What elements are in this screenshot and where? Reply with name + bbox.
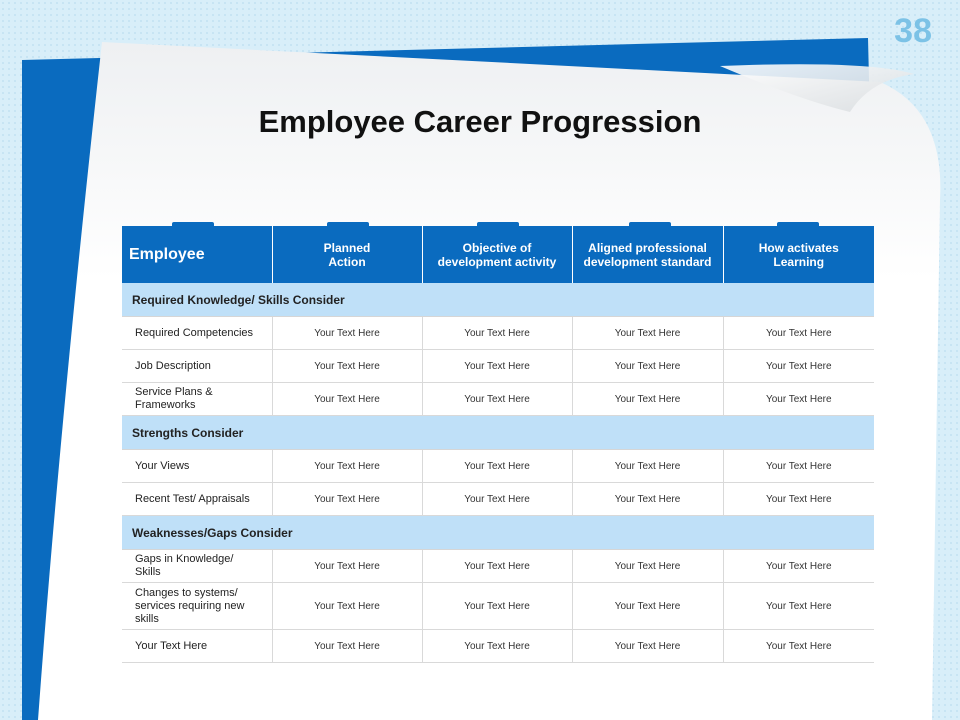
table-cell: Your Text Here <box>723 350 874 383</box>
table-cell: Your Text Here <box>272 630 422 663</box>
page-number: 38 <box>894 12 932 50</box>
table-cell: Your Text Here <box>572 583 723 630</box>
table-row <box>122 383 874 416</box>
header-planned-action: Planned Action <box>272 226 422 283</box>
row-label: Recent Test/ Appraisals <box>122 483 272 516</box>
table-cell: Your Text Here <box>723 450 874 483</box>
table-cell: Your Text Here <box>572 450 723 483</box>
row-label: Changes to systems/ services requiring new skills <box>122 583 272 630</box>
table-cell: Your Text Here <box>422 483 572 516</box>
table-row <box>122 317 874 350</box>
table-cell: Your Text Here <box>723 383 874 416</box>
table-cell: Your Text Here <box>572 550 723 583</box>
table-cell: Your Text Here <box>272 550 422 583</box>
header-employee: Employee <box>122 226 272 283</box>
table-cell: Your Text Here <box>572 483 723 516</box>
table-cell: Your Text Here <box>272 583 422 630</box>
table-cell: Your Text Here <box>272 483 422 516</box>
row-label: Gaps in Knowledge/ Skills <box>122 550 272 583</box>
table-cell: Your Text Here <box>723 317 874 350</box>
table-cell: Your Text Here <box>723 583 874 630</box>
header-objective: Objective of development activity <box>422 226 572 283</box>
row-label: Job Description <box>122 350 272 383</box>
table-cell: Your Text Here <box>723 550 874 583</box>
row-label: Your Text Here <box>122 630 272 663</box>
table-row <box>122 630 874 663</box>
table-row <box>122 350 874 383</box>
table-cell: Your Text Here <box>723 483 874 516</box>
page-title: Employee Career Progression <box>258 104 702 139</box>
table-cell: Your Text Here <box>272 317 422 350</box>
table-row <box>122 550 874 583</box>
table-cell: Your Text Here <box>723 630 874 663</box>
row-label: Your Views <box>122 450 272 483</box>
table-cell: Your Text Here <box>422 550 572 583</box>
table-cell: Your Text Here <box>572 317 723 350</box>
table-row <box>122 583 874 630</box>
table-cell: Your Text Here <box>572 383 723 416</box>
table-cell: Your Text Here <box>272 383 422 416</box>
table-cell: Your Text Here <box>272 350 422 383</box>
row-label: Required Competencies <box>122 317 272 350</box>
table-cell: Your Text Here <box>422 350 572 383</box>
table-row <box>122 450 874 483</box>
table-cell: Your Text Here <box>422 383 572 416</box>
table-cell: Your Text Here <box>422 317 572 350</box>
table-cell: Your Text Here <box>422 630 572 663</box>
table-cell: Your Text Here <box>422 450 572 483</box>
table-cell: Your Text Here <box>572 350 723 383</box>
row-label: Service Plans & Frameworks <box>122 383 272 416</box>
table-row <box>122 483 874 516</box>
header-aligned-standard: Aligned professional development standard <box>572 226 723 283</box>
header-how-activates-learning: How activates Learning <box>723 226 874 283</box>
section-title: Strengths Consider <box>122 416 874 450</box>
section-title: Required Knowledge/ Skills Consider <box>122 283 874 317</box>
section-title: Weaknesses/Gaps Consider <box>122 516 874 550</box>
career-progression-table <box>122 226 874 663</box>
table-cell: Your Text Here <box>272 450 422 483</box>
table-cell: Your Text Here <box>422 583 572 630</box>
table-header-row <box>122 226 874 283</box>
section-row <box>122 283 874 317</box>
table-cell: Your Text Here <box>572 630 723 663</box>
section-row <box>122 416 874 450</box>
section-row <box>122 516 874 550</box>
